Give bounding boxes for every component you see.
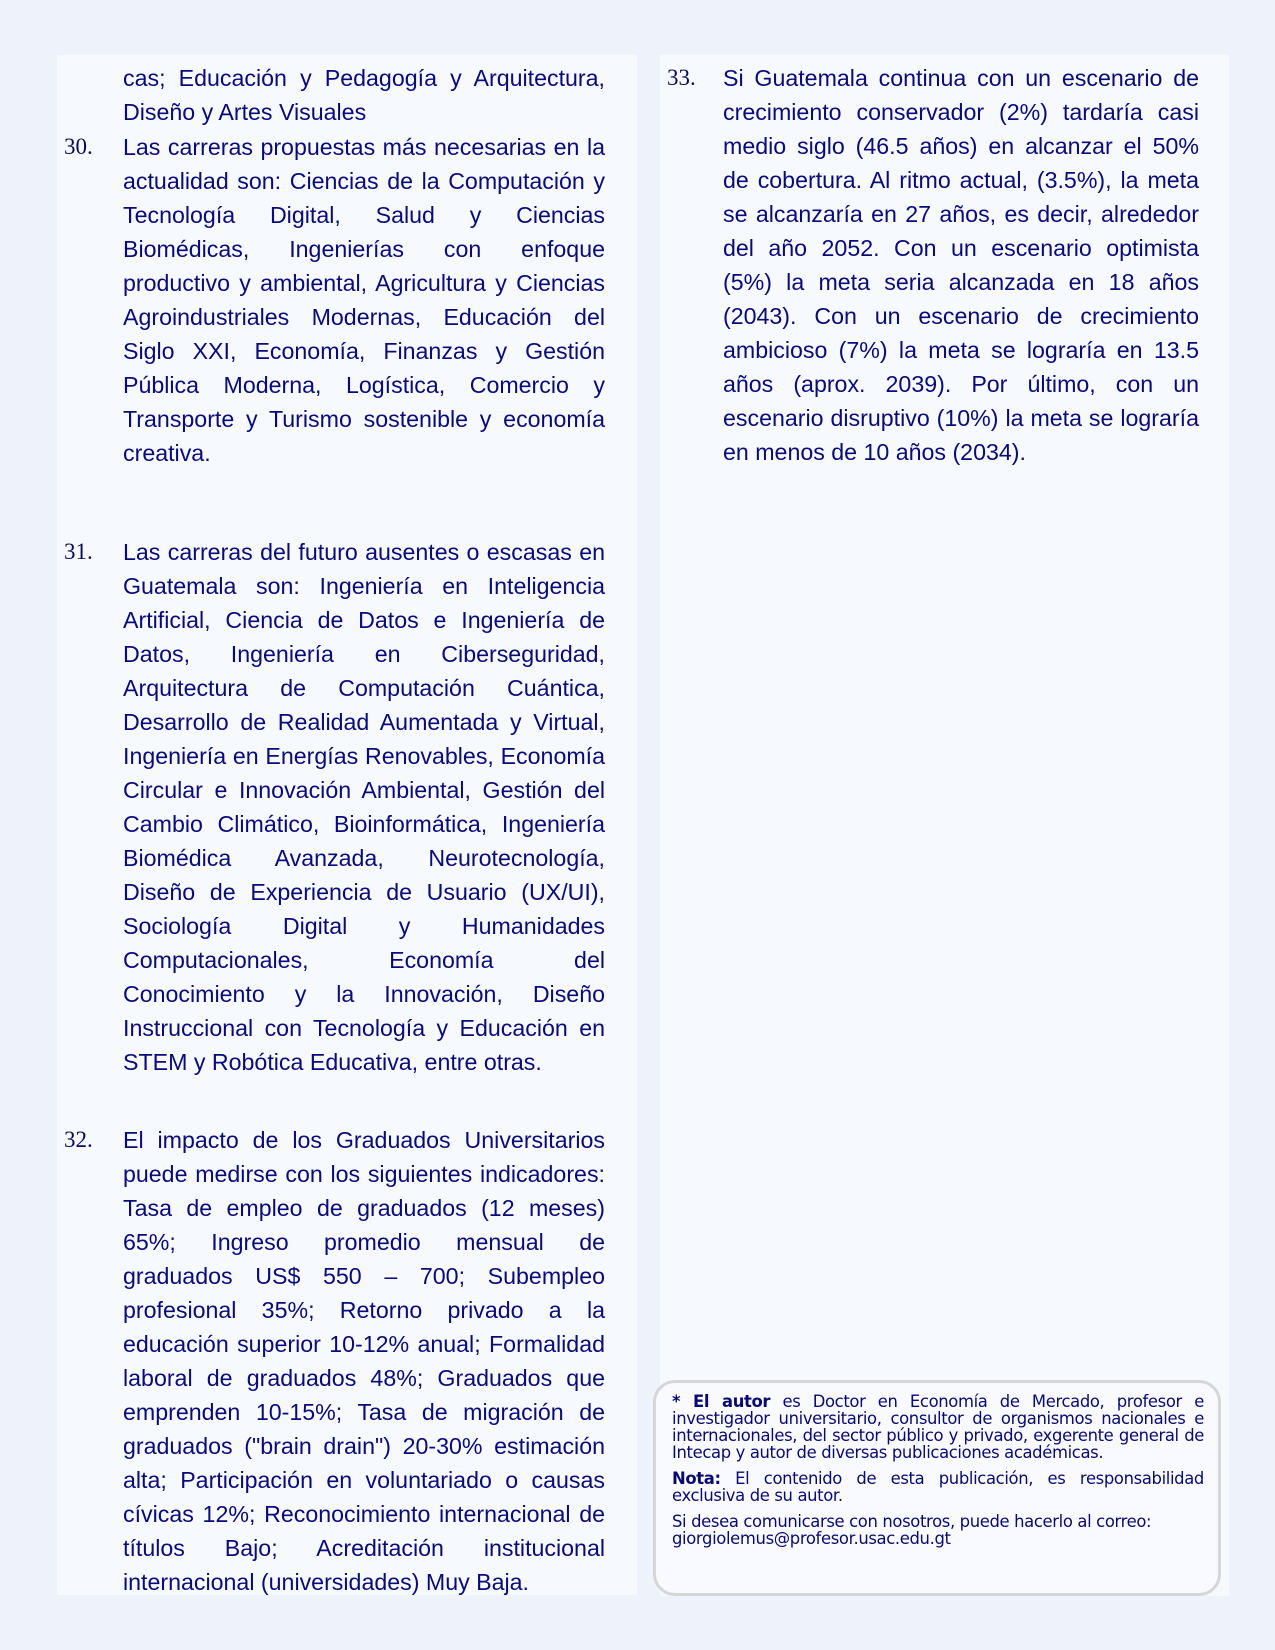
note-label: Nota: — [672, 1469, 721, 1488]
contact-info — [672, 1513, 1204, 1547]
note-text: El contenido de esta publicación, es responsabilidad exclusiva de su autor. — [672, 1469, 1204, 1505]
author-bio — [672, 1393, 1204, 1461]
item-number: 30. — [64, 134, 93, 159]
author-info-box — [653, 1380, 1221, 1596]
list-item-continuation — [57, 61, 605, 129]
item-number: 32. — [64, 1127, 93, 1152]
item-text: Las carreras propuestas más necesarias en la actualidad son: Ciencias de la Computación y Tecnología Digital, Salud y Ciencias Biomédicas, Ingenierías con enfoque productivo y ambiental, Agricultura y Ciencias Agroindustriales Modernas, Educación del Siglo XXI, Economía, Finanzas y Gestión Pública Moderna, Logística, Comercio y Transporte y Turismo sostenible y economía creativa. — [123, 134, 605, 466]
item-text: Las carreras del futuro ausentes o escasas en Guatemala son: Ingeniería en Inteligencia Artificial, Ciencia de Datos e Ingeniería de Datos, Ingeniería en Ciberseguridad, Arquitectura de Computación Cuántica, Desarrollo de Realidad Aumentada y Virtual, Ingeniería en Energías Renovables, Economía Circular e Innovación Ambiental, Gestión del Cambio Climático, Bioinformática, Ingeniería Biomédica Avanzada, Neurotecnología, Diseño de Experiencia de Usuario (UX/UI), Sociología Digital y Humanidades Computacionales, Economía del Conocimiento y la Innovación, Diseño Instruccional con Tecnología y Educación en STEM y Robótica Educativa, entre otras. — [123, 539, 605, 1075]
item-number: 31. — [64, 539, 93, 564]
author-label: * El autor — [672, 1392, 771, 1411]
list-item-31 — [57, 535, 605, 1079]
left-column — [57, 55, 637, 1595]
author-text: es Doctor en Economía de Mercado, profesor e investigador universitario, consultor de organismos nacionales e internacionales, del sector público y privado, exgerente general de Intecap y autor de diversas publicaciones académicas. — [672, 1392, 1204, 1462]
item-text: cas; Educación y Pedagogía y Arquitectura, Diseño y Artes Visuales — [123, 65, 605, 125]
item-number: 33. — [667, 65, 696, 90]
disclaimer-note — [672, 1470, 1204, 1504]
list-item-33 — [660, 61, 1199, 469]
contact-text: Si desea comunicarse con nosotros, puede hacerlo al correo: — [672, 1512, 1152, 1531]
contact-email-link[interactable]: giorgiolemus@profesor.usac.edu.gt — [672, 1529, 951, 1548]
list-item-30 — [57, 130, 605, 470]
item-text: Si Guatemala continua con un escenario de crecimiento conservador (2%) tardaría casi medio siglo (46.5 años) en alcanzar el 50% de cobertura. Al ritmo actual, (3.5%), la meta se alcanzaría en 27 años, es decir, alrededor del año 2052. Con un escenario optimista (5%) la meta seria alcanzada en 18 años (2043). Con un escenario de crecimiento ambicioso (7%) la meta se lograría en 13.5 años (aprox. 2039). Por último, con un escenario disruptivo (10%) la meta se lograría en menos de 10 años (2034). — [723, 65, 1199, 465]
right-column — [660, 55, 1229, 1596]
list-item-32 — [57, 1123, 605, 1599]
item-text: El impacto de los Graduados Universitarios puede medirse con los siguientes indicadores: Tasa de empleo de graduados (12 meses) 65%; Ingreso promedio mensual de graduados US$ 550 – 700; Subempleo profesional 35%; Retorno privado a la educación superior 10-12% anual; Formalidad laboral de graduados 48%; Graduados que emprenden 10-15%; Tasa de migración de graduados ("brain drain") 20-30% estimación alta; Participación en voluntariado o causas cívicas 12%; Reconocimiento internacional de títulos Bajo; Acreditación institucional internacional (universidades) Muy Baja. — [123, 1127, 605, 1595]
